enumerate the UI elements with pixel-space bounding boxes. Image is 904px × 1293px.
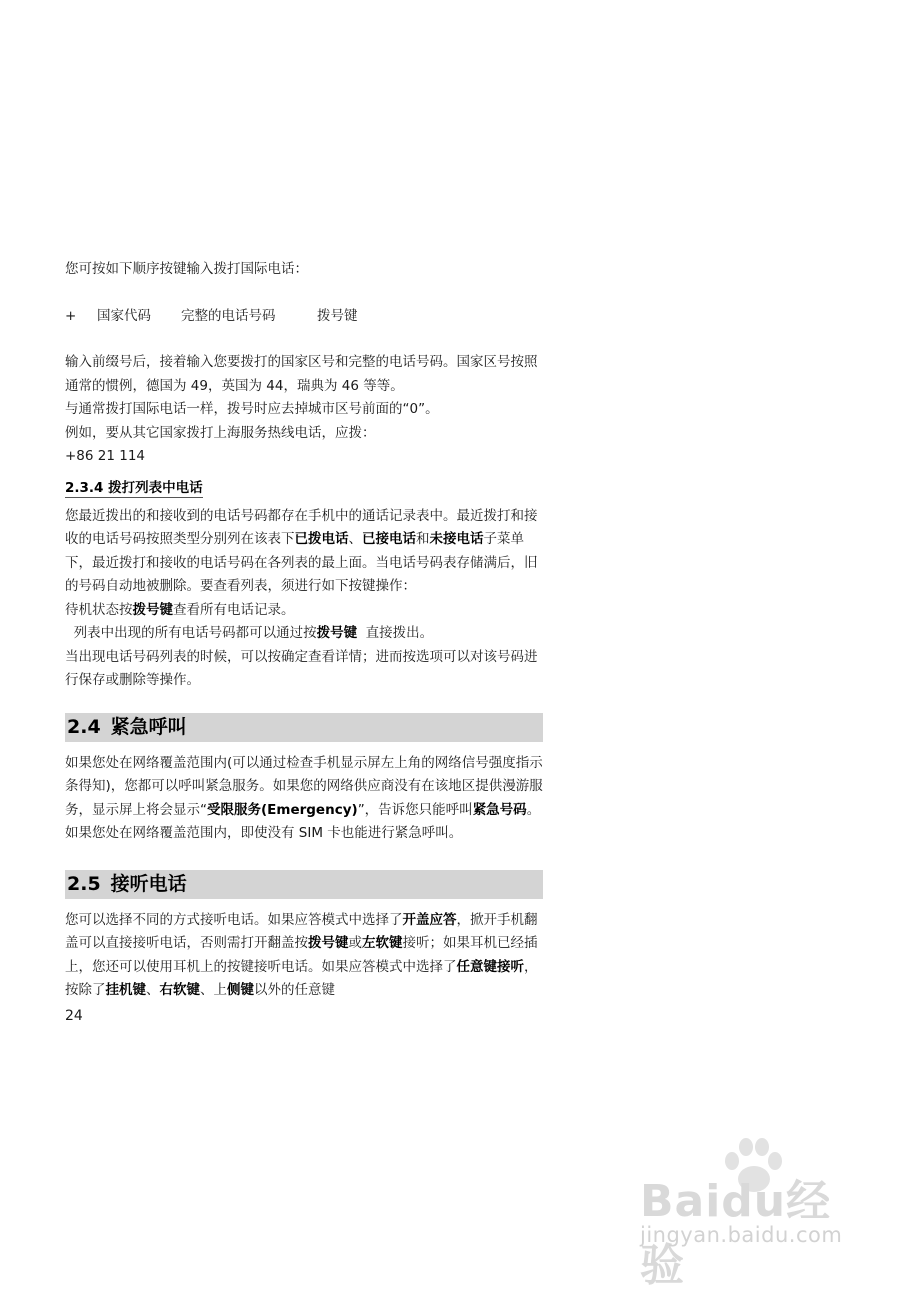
watermark-url: jingyan.baidu.com (640, 1223, 843, 1247)
section-2-4-heading (65, 713, 543, 742)
bold-any-key-answer: 任意键接听 (456, 958, 524, 975)
text-run: ”，告诉您只能呼叫 (357, 801, 473, 818)
dial-plus: + (65, 307, 77, 324)
page-number: 24 (65, 1008, 83, 1024)
section-2-5-heading (65, 870, 543, 899)
text-run: 接听；如果耳机已经插上，您还可以使用耳机上的按键接听电话。如果应答模式中选择了 (65, 935, 538, 975)
text-run: 您可以选择不同的方式接听电话。如果应答模式中选择了 (65, 911, 403, 928)
text-run: 、上 (200, 982, 227, 998)
bold-left-soft-key: 左软键 (362, 935, 403, 951)
section-2-3-4-para1 (65, 505, 543, 599)
para-prefix: 输入前缀号后，接着输入您要拨打的国家区号和完整的电话号码。国家区号按照通常的惯例，德国为 49，英国为 44，瑞典为 46 等等。 (65, 354, 538, 394)
intro-text: 您可按如下顺序按键输入拨打国际电话： (65, 261, 308, 277)
section-2-3-4-para4: 当出现电话号码列表的时候，可以按确定查看详情；进而按选项可以对该号码进行保存或删除等操作。 (65, 648, 538, 688)
text-run: 子菜单下，最近拨打和接收的电话号码在各列表的最上面。当电话号码表存储满后，旧的号码自动地被删除。要查看列表，须进行如下按键操作： (65, 531, 538, 594)
bold-limited-service: 受限服务(Emergency) (207, 801, 358, 818)
bold-dial-key: 拨号键 (316, 625, 358, 641)
section-2-5-para (65, 909, 543, 1003)
dial-country-code: 国家代码 (97, 307, 151, 324)
text-run: 或 (348, 935, 362, 951)
section-2-3-4-title: 2.3.4 拨打列表中电话 (65, 479, 203, 496)
text-run: 直接拨出。 (357, 625, 434, 641)
dial-full-number: 完整的电话号码 (181, 307, 276, 324)
text-run: 、 (348, 531, 362, 547)
document-body (65, 258, 543, 1003)
bold-open-answer: 开盖应答 (402, 911, 457, 928)
text-run: 查看所有电话记录。 (173, 601, 295, 618)
para-example-number: +86 21 114 (65, 448, 146, 464)
section-title: 接听电话 (110, 872, 187, 895)
section-number: 2.5 (67, 872, 101, 895)
watermark-logo: Baidu经验 (640, 1176, 832, 1291)
bold-dial-key: 拨号键 (132, 601, 173, 618)
bold-dial-key: 拨号键 (308, 935, 349, 951)
text-run: 待机状态按 (65, 601, 133, 618)
baidu-watermark (640, 1135, 870, 1291)
section-number: 2.4 (67, 715, 101, 738)
text-run: ，掀开手机翻盖可以直接接听电话，否则需打开翻盖按 (65, 911, 538, 951)
para-zero-note: 与通常拨打国际电话一样，拨号时应去掉城市区号前面的“0”。 (65, 401, 439, 417)
dial-key: 拨号键 (317, 307, 358, 324)
section-2-3-4-heading (65, 477, 543, 499)
text-run: 、 (146, 982, 160, 998)
text-run: 和 (416, 531, 430, 547)
section-2-4-para (65, 752, 543, 846)
text-run: 您最近拨出的和接收到的电话号码都存在手机中的通话记录表中。最近拨打和接收的电话号码按照类型分别列在该表下 (65, 507, 538, 547)
dial-sequence (65, 305, 543, 329)
bold-missed-calls: 未接电话 (429, 531, 484, 547)
text-run: 列表中出现的所有电话号码都可以通过按 (65, 625, 317, 641)
bold-received-calls: 已接电话 (362, 531, 416, 547)
bold-dialed-calls: 已拨电话 (294, 531, 349, 547)
section-title: 紧急呼叫 (110, 715, 187, 738)
section-2-3-4-para2 (65, 599, 543, 623)
bold-right-soft-key: 右软键 (159, 982, 200, 998)
text-run: ，按除了 (65, 958, 538, 998)
text-run: 以外的任意键 (254, 982, 335, 998)
bold-end-key: 挂机键 (105, 982, 146, 998)
para-example: 例如，要从其它国家拨打上海服务热线电话，应拨： (65, 424, 376, 441)
section-2-3-4-para3 (65, 622, 543, 646)
bold-emergency-number: 紧急号码 (472, 801, 527, 818)
bold-side-key: 侧键 (227, 982, 254, 998)
text-run: 如果您处在网络覆盖范围内(可以通过检查手机显示屏左上角的网络信号强度指示条得知)，您都可以呼叫紧急服务。如果您的网络供应商没有在该地区提供漫游服务，显示屏上将会显示“ (65, 754, 543, 818)
text-run: 。如果您处在网络覆盖范围内，即使没有 SIM 卡也能进行紧急呼叫。 (65, 801, 541, 841)
